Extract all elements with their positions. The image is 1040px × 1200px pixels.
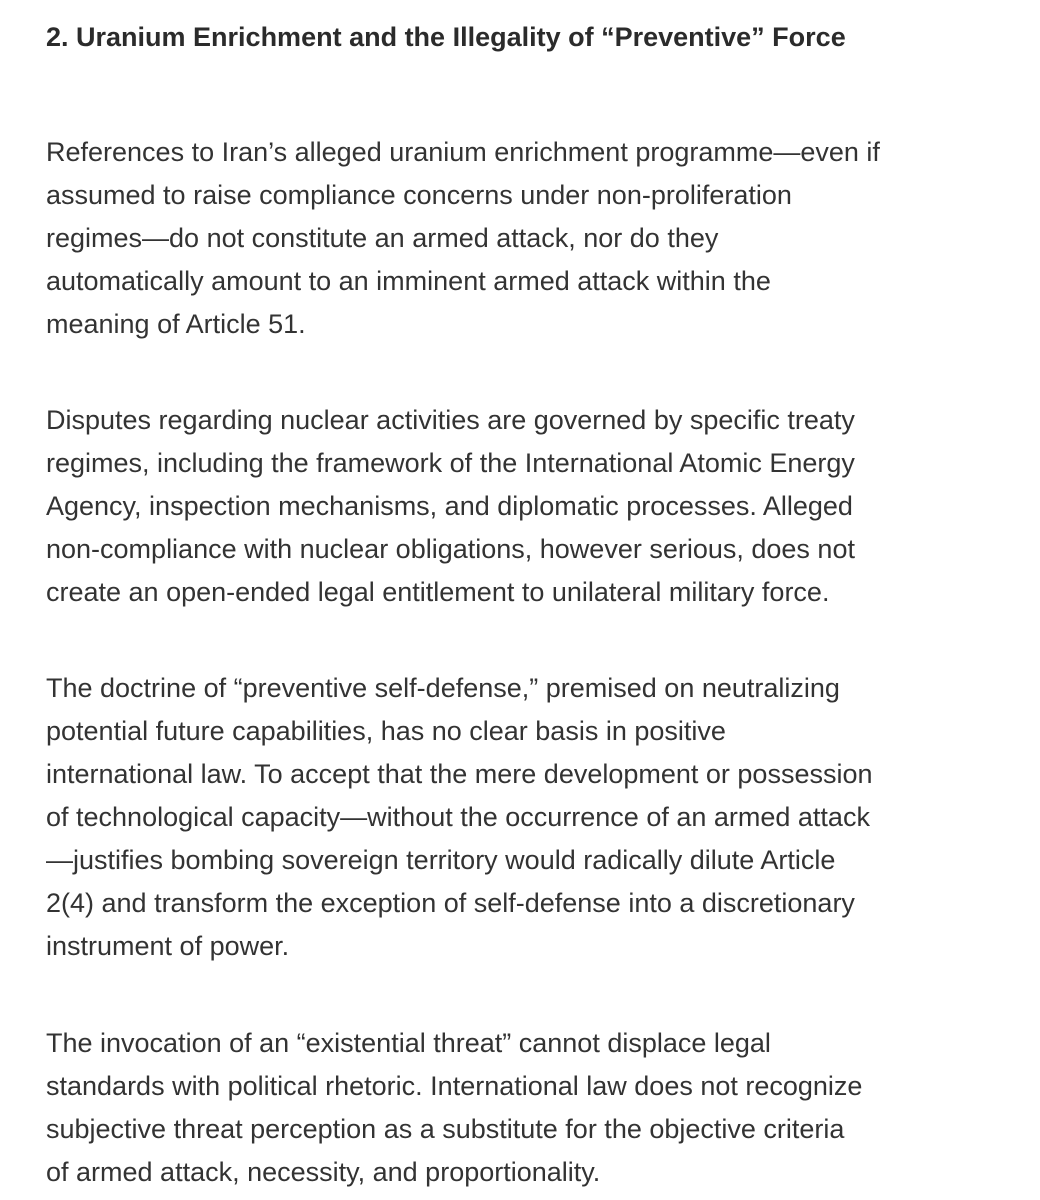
paragraph-existential-threat: The invocation of an “existential threat” cannot displace legal standards with political rhetoric. International law does not recognize subjective threat perception as a substitute for the objective criteria of armed attack, necessity, and proportionality. xyxy=(46,1028,863,1187)
paragraph-treaty-regimes: Disputes regarding nuclear activities are governed by specific treaty regimes, including the framework of the International Atomic Energy Agency, inspection mechanisms, and diplomatic processes. Alleged non-compliance with nuclear obligations, however serious, does not create an open-ended legal entitlement to unilateral military force. xyxy=(46,405,855,607)
section-heading: 2. Uranium Enrichment and the Illegality of “Preventive” Force xyxy=(46,22,846,52)
paragraph-enrichment-not-armed-attack: References to Iran’s alleged uranium enrichment programme—even if assumed to raise compliance concerns under non-proliferation regimes—do not constitute an armed attack, nor do they automatically amount to an imminent armed attack within the meaning of Article 51. xyxy=(46,137,880,339)
paragraph-preventive-self-defense: The doctrine of “preventive self-defense,” premised on neutralizing potential future capabilities, has no clear basis in positive international law. To accept that the mere development or possession of technological capacity—without the occurrence of an armed attack —justifies bombing sovereign territory would radically dilute Article 2(4) and transform the exception of self-defense into a discretionary instrument of power. xyxy=(46,673,873,961)
article-section xyxy=(46,20,1006,1194)
